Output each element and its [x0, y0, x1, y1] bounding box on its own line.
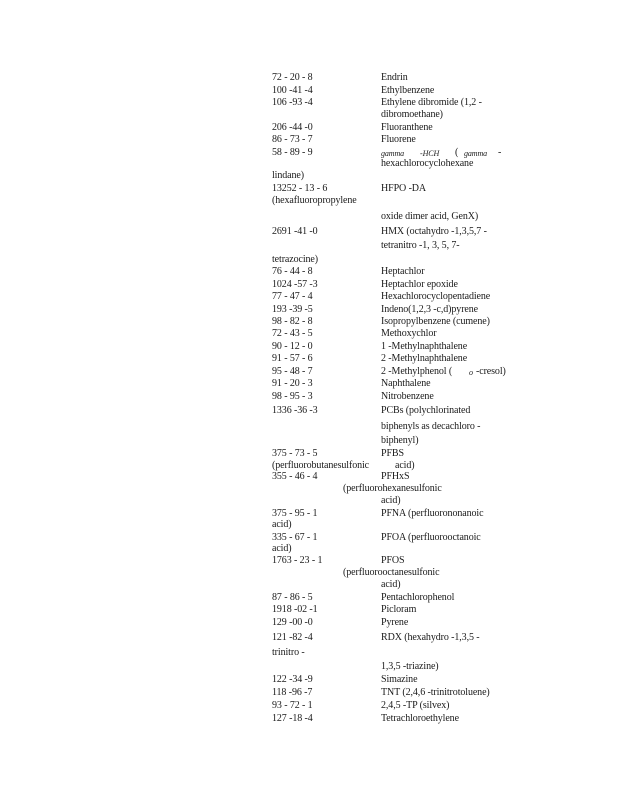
- cas-number: 206 -44 -0: [272, 122, 313, 133]
- cas-number: 1918 -02 -1: [272, 604, 318, 615]
- chemical-name-italic: gamma: [381, 149, 405, 158]
- chemical-name-cont: dibromoethane): [381, 109, 443, 120]
- chemical-name: Simazine: [381, 674, 418, 685]
- chemical-name-cont: biphenyls as decachloro -: [381, 421, 481, 432]
- cas-number: 95 - 48 - 7: [272, 366, 313, 377]
- wrapped-text: acid): [272, 519, 292, 530]
- wrapped-text: (hexafluoropropylene: [272, 195, 357, 206]
- chemical-name: 2 -Methylphenol (: [381, 366, 453, 377]
- cas-number: 86 - 73 - 7: [272, 134, 313, 145]
- cas-number: 76 - 44 - 8: [272, 266, 313, 277]
- cas-number: 1024 -57 -3: [272, 279, 318, 290]
- cas-number: 106 -93 -4: [272, 97, 313, 108]
- cas-number: 98 - 95 - 3: [272, 391, 313, 402]
- chemical-name: Indeno(1,2,3 -c,d)pyrene: [381, 304, 479, 315]
- chemical-name: Isopropylbenzene (cumene): [381, 316, 490, 327]
- cas-number: 1336 -36 -3: [272, 405, 318, 416]
- chemical-name: PFOA (perfluorooctanoic: [381, 532, 481, 543]
- wrapped-text: acid): [272, 543, 292, 554]
- chemical-name-cont: acid): [395, 460, 415, 471]
- chemical-name: Tetrachloroethylene: [381, 713, 459, 724]
- chemical-name-dash: -: [498, 147, 502, 158]
- cas-number: 121 -82 -4: [272, 632, 313, 643]
- chemical-name: 1 -Methylnaphthalene: [381, 341, 468, 352]
- chemical-name: HFPO -DA: [381, 183, 427, 194]
- chemical-name-cont: (perfluorohexanesulfonic: [343, 483, 442, 494]
- chemical-name: Heptachlor epoxide: [381, 279, 458, 290]
- chemical-name-cont: acid): [381, 495, 401, 506]
- cas-number: 2691 -41 -0: [272, 226, 318, 237]
- cas-number: 93 - 72 - 1: [272, 700, 313, 711]
- chemical-name-paren: (: [455, 147, 459, 158]
- chemical-name: PCBs (polychlorinated: [381, 405, 471, 416]
- chemical-name-italic: gamma: [464, 149, 488, 158]
- chemical-name: Hexachlorocyclopentadiene: [381, 291, 491, 302]
- cas-number: 98 - 82 - 8: [272, 316, 313, 327]
- chemical-name: Nitrobenzene: [381, 391, 434, 402]
- chemical-name: Fluorene: [381, 134, 416, 145]
- chemical-name: Pyrene: [381, 617, 409, 628]
- chemical-name: RDX (hexahydro -1,3,5 -: [381, 632, 480, 643]
- cas-number: 58 - 89 - 9: [272, 147, 313, 158]
- chemical-name: PFBS: [381, 448, 404, 459]
- chemical-name-cont: hexachlorocyclohexane: [381, 158, 474, 169]
- chemical-name: Heptachlor: [381, 266, 425, 277]
- chemical-name-italic: -HCH: [420, 149, 440, 158]
- chemical-name-cont: (perfluorooctanesulfonic: [343, 567, 440, 578]
- cas-number: 90 - 12 - 0: [272, 341, 313, 352]
- chemical-name: Fluoranthene: [381, 122, 433, 133]
- chemical-name: PFHxS: [381, 471, 410, 482]
- cas-number: 91 - 57 - 6: [272, 353, 313, 364]
- cas-number: 72 - 20 - 8: [272, 72, 313, 83]
- cas-number: 118 -96 -7: [272, 687, 313, 698]
- chemical-name-cont: oxide dimer acid, GenX): [381, 211, 479, 222]
- chemical-name-cont: 1,3,5 -triazine): [381, 661, 439, 672]
- chemical-name: Pentachlorophenol: [381, 592, 455, 603]
- chemical-name-italic: o: [469, 368, 473, 377]
- cas-number: 100 -41 -4: [272, 85, 313, 96]
- cas-number: 375 - 73 - 5: [272, 448, 318, 459]
- chemical-name-cont: acid): [381, 579, 401, 590]
- chemical-name: Endrin: [381, 72, 408, 83]
- cas-number: 355 - 46 - 4: [272, 471, 318, 482]
- chemical-name: Picloram: [381, 604, 417, 615]
- cas-number: 122 -34 -9: [272, 674, 313, 685]
- chemical-name: TNT (2,4,6 -trinitrotoluene): [381, 687, 490, 698]
- cas-number: 129 -00 -0: [272, 617, 313, 628]
- chemical-name: Naphthalene: [381, 378, 431, 389]
- chemical-name: 2,4,5 -TP (silvex): [381, 700, 450, 711]
- cas-number: 375 - 95 - 1: [272, 508, 318, 519]
- cas-number: 127 -18 -4: [272, 713, 313, 724]
- chemical-name: Ethylbenzene: [381, 85, 435, 96]
- chemical-name-cont: tetranitro -1, 3, 5, 7-: [381, 240, 460, 251]
- wrapped-text: trinitro -: [272, 647, 305, 658]
- cas-number: 77 - 47 - 4: [272, 291, 313, 302]
- chemical-name-cont: -cresol): [476, 366, 506, 377]
- wrapped-text: lindane): [272, 170, 304, 181]
- chemical-name: Methoxychlor: [381, 328, 437, 339]
- cas-number: 72 - 43 - 5: [272, 328, 313, 339]
- cas-number: 193 -39 -5: [272, 304, 313, 315]
- cas-number: 1763 - 23 - 1: [272, 555, 323, 566]
- cas-number: 335 - 67 - 1: [272, 532, 318, 543]
- chemical-name-cont: biphenyl): [381, 435, 419, 446]
- wrapped-text: tetrazocine): [272, 254, 318, 265]
- chemical-name: PFNA (perfluorononanoic: [381, 508, 484, 519]
- cas-number: 87 - 86 - 5: [272, 592, 313, 603]
- cas-number: 91 - 20 - 3: [272, 378, 313, 389]
- cas-number: 13252 - 13 - 6: [272, 183, 328, 194]
- chemical-name: PFOS: [381, 555, 405, 566]
- wrapped-text: (perfluorobutanesulfonic: [272, 460, 370, 471]
- chemical-name: 2 -Methylnaphthalene: [381, 353, 468, 364]
- chemical-name: HMX (octahydro -1,3,5,7 -: [381, 226, 487, 237]
- chemical-name: Ethylene dibromide (1,2 -: [381, 97, 482, 108]
